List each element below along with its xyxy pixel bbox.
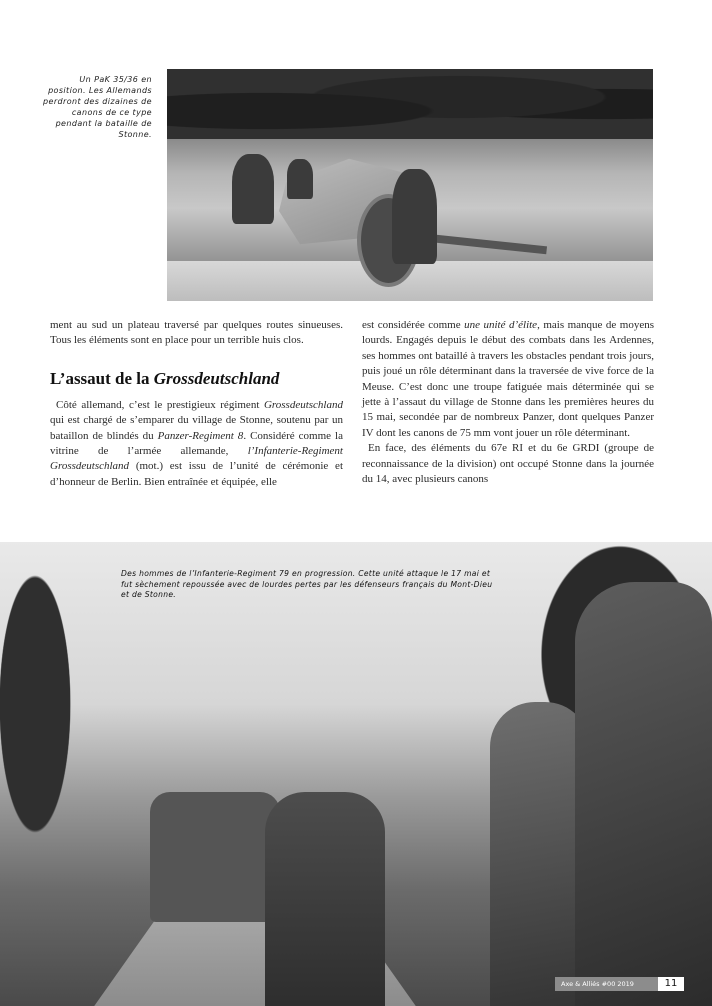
magazine-title: Axe & Alliés #00 2019 [555,977,658,991]
heading-text: L’assaut de la [50,368,154,388]
text-italic: l’Infanterie-Regiment Grossdeutschland [50,445,343,473]
text-column-right [362,318,654,487]
text-italic: Grossdeutschland [263,398,343,411]
text-run: . Considéré comme la vitrine de l’armée allemande, [50,429,343,458]
soldier [232,154,274,224]
text-italic: Panzer-Regiment 8 [157,429,244,442]
tree [0,572,90,902]
soldier [287,159,313,199]
vehicle [150,792,280,922]
paragraph: En face, des éléments du 67e RI et du 6e GRDI (groupe de reconnaissance de la division) ont occupé Stonne dans la journée du 14, avec plusieurs canons [362,442,654,486]
page-number: 11 [658,977,684,991]
soldier [392,169,437,264]
top-photo-pak-gun [167,69,653,301]
heading-italic: Grossdeutschland [153,368,280,388]
paragraph: ment au sud un plateau traversé par quelques routes sinueuses. Tous les éléments sont en place pour un terrible huis clos. [50,319,343,347]
top-photo-caption: Un PaK 35/36 en position. Les Allemands perdront des dizaines de canons de ce type pendant la bataille de Stonne. [43,75,152,139]
text-run: qui est chargé de s’emparer du village de Stonne, soutenu par un bataillon de blindés du [50,414,343,442]
text-run: Côté allemand, c’est le prestigieux régiment [56,398,264,411]
text-run: , mais manque de moyens lourds. Engagés depuis le début des combats dans les Ardennes, ses hommes ont bataillé à travers les obstacles pendant trois jours, puis joué un rôle déterminant dans la traversée de vive force de la Meuse. C’est donc une troupe fatiguée mais déterminée qui se jette à l’assaut du village de Stonne dans les premières heures du 15 mai, secondée par de nombreux Panzer, dont quelques Panzer IV dont les canons de 75 mm vont jouer un rôle déterminant. [362,319,654,439]
text-column-left [50,318,343,490]
section-heading [50,369,343,389]
text-run: (mot.) est issu de l’unité de cérémonie et d’honneur de Berlin. Bien entraînée et équipée, elle [50,460,343,488]
text-run: est considérée comme [362,319,465,331]
page-folio [555,977,684,991]
soldier [575,582,712,1006]
bottom-photo-caption: Des hommes de l’Infanterie-Regiment 79 en progression. Cette unité attaque le 17 mai et fut sèchement repoussée avec de lourdes pertes par les défenseurs français du Mont-Dieu et de Stonne. [121,569,493,599]
text-italic: une unité d’élite [464,319,538,331]
treeline [167,69,653,139]
soldier [265,792,385,1006]
paragraph [362,318,654,441]
bottom-photo-infantry [0,542,712,1006]
paragraph [50,398,343,490]
